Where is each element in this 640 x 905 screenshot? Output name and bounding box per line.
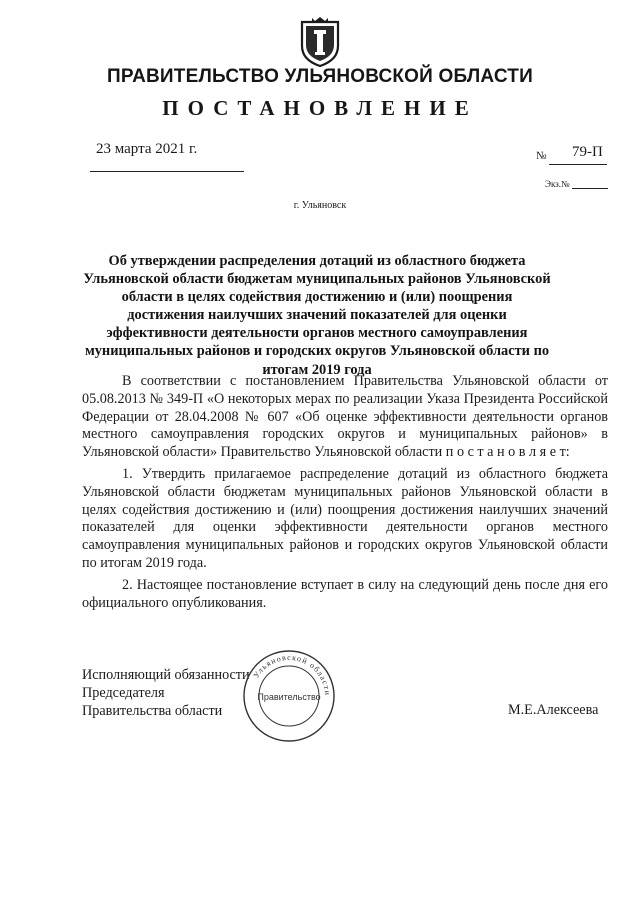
document-number: 79-П: [572, 144, 603, 160]
document-date: 23 марта 2021 г.: [96, 141, 198, 157]
coat-of-arms-emblem: [298, 16, 342, 68]
signatory-name: М.Е.Алексеева: [508, 702, 599, 718]
signatory-line-3: Правительства области: [82, 703, 223, 719]
number-sign: №: [536, 150, 547, 162]
city-name: г. Ульяновск: [293, 200, 347, 211]
date-underline: [90, 171, 244, 172]
item-1-paragraph: 1. Утвердить прилагаемое распределение дотаций из областного бюджета Ульяновской области бюджетам муниципальных районов Ульяновской области в целях содействия достижению и (или) поощрения достижения наилучших значений показателей для оценки эффективности деятельности органов местного самоуправления муниципальных районов и городских округов Ульяновской области по итогам 2019 года.: [82, 465, 608, 571]
copy-number-underline: [572, 188, 608, 189]
document-body: [82, 373, 608, 616]
signatory-position: [82, 666, 250, 720]
copy-number-label: Экз.№: [545, 179, 570, 189]
signatory-line-1: Исполняющий обязанности: [82, 667, 250, 683]
government-title: ПРАВИТЕЛЬСТВО УЛЬЯНОВСКОЙ ОБЛАСТИ: [107, 66, 533, 87]
official-seal-stamp: [241, 648, 337, 744]
seal-center-text: Правительство: [257, 692, 321, 702]
document-heading: Об утверждении распределения дотаций из областного бюджета Ульяновской области бюджетам муниципальных районов Ульяновской области в целях содействия достижению и (или) поощрения достижения наилучших значений показателей для оценки эффективности деятельности органов местного самоуправления муниципальных районов и городских округов Ульяновской области по итогам 2019 года: [83, 253, 551, 378]
signatory-line-2: Председателя: [82, 685, 165, 701]
document-type: ПОСТАНОВЛЕНИЕ: [162, 96, 478, 120]
number-underline: [549, 164, 607, 165]
seal-ring-text: Ульяновской области: [251, 652, 333, 697]
preamble-paragraph: В соответствии с постановлением Правительства Ульяновской области от 05.08.2013 № 349-П «О некоторых мерах по реализации Указа Президента Российской Федерации от 28.04.2008 № 607 «Об оценке эффективности деятельности органов местного самоуправления городских округов и муниципальных районов» в Ульяновской области» Правительство Ульяновской области п о с т а н о в л я е т:: [82, 373, 608, 461]
item-2-paragraph: 2. Настоящее постановление вступает в силу на следующий день после дня его официального опубликования.: [82, 576, 608, 611]
